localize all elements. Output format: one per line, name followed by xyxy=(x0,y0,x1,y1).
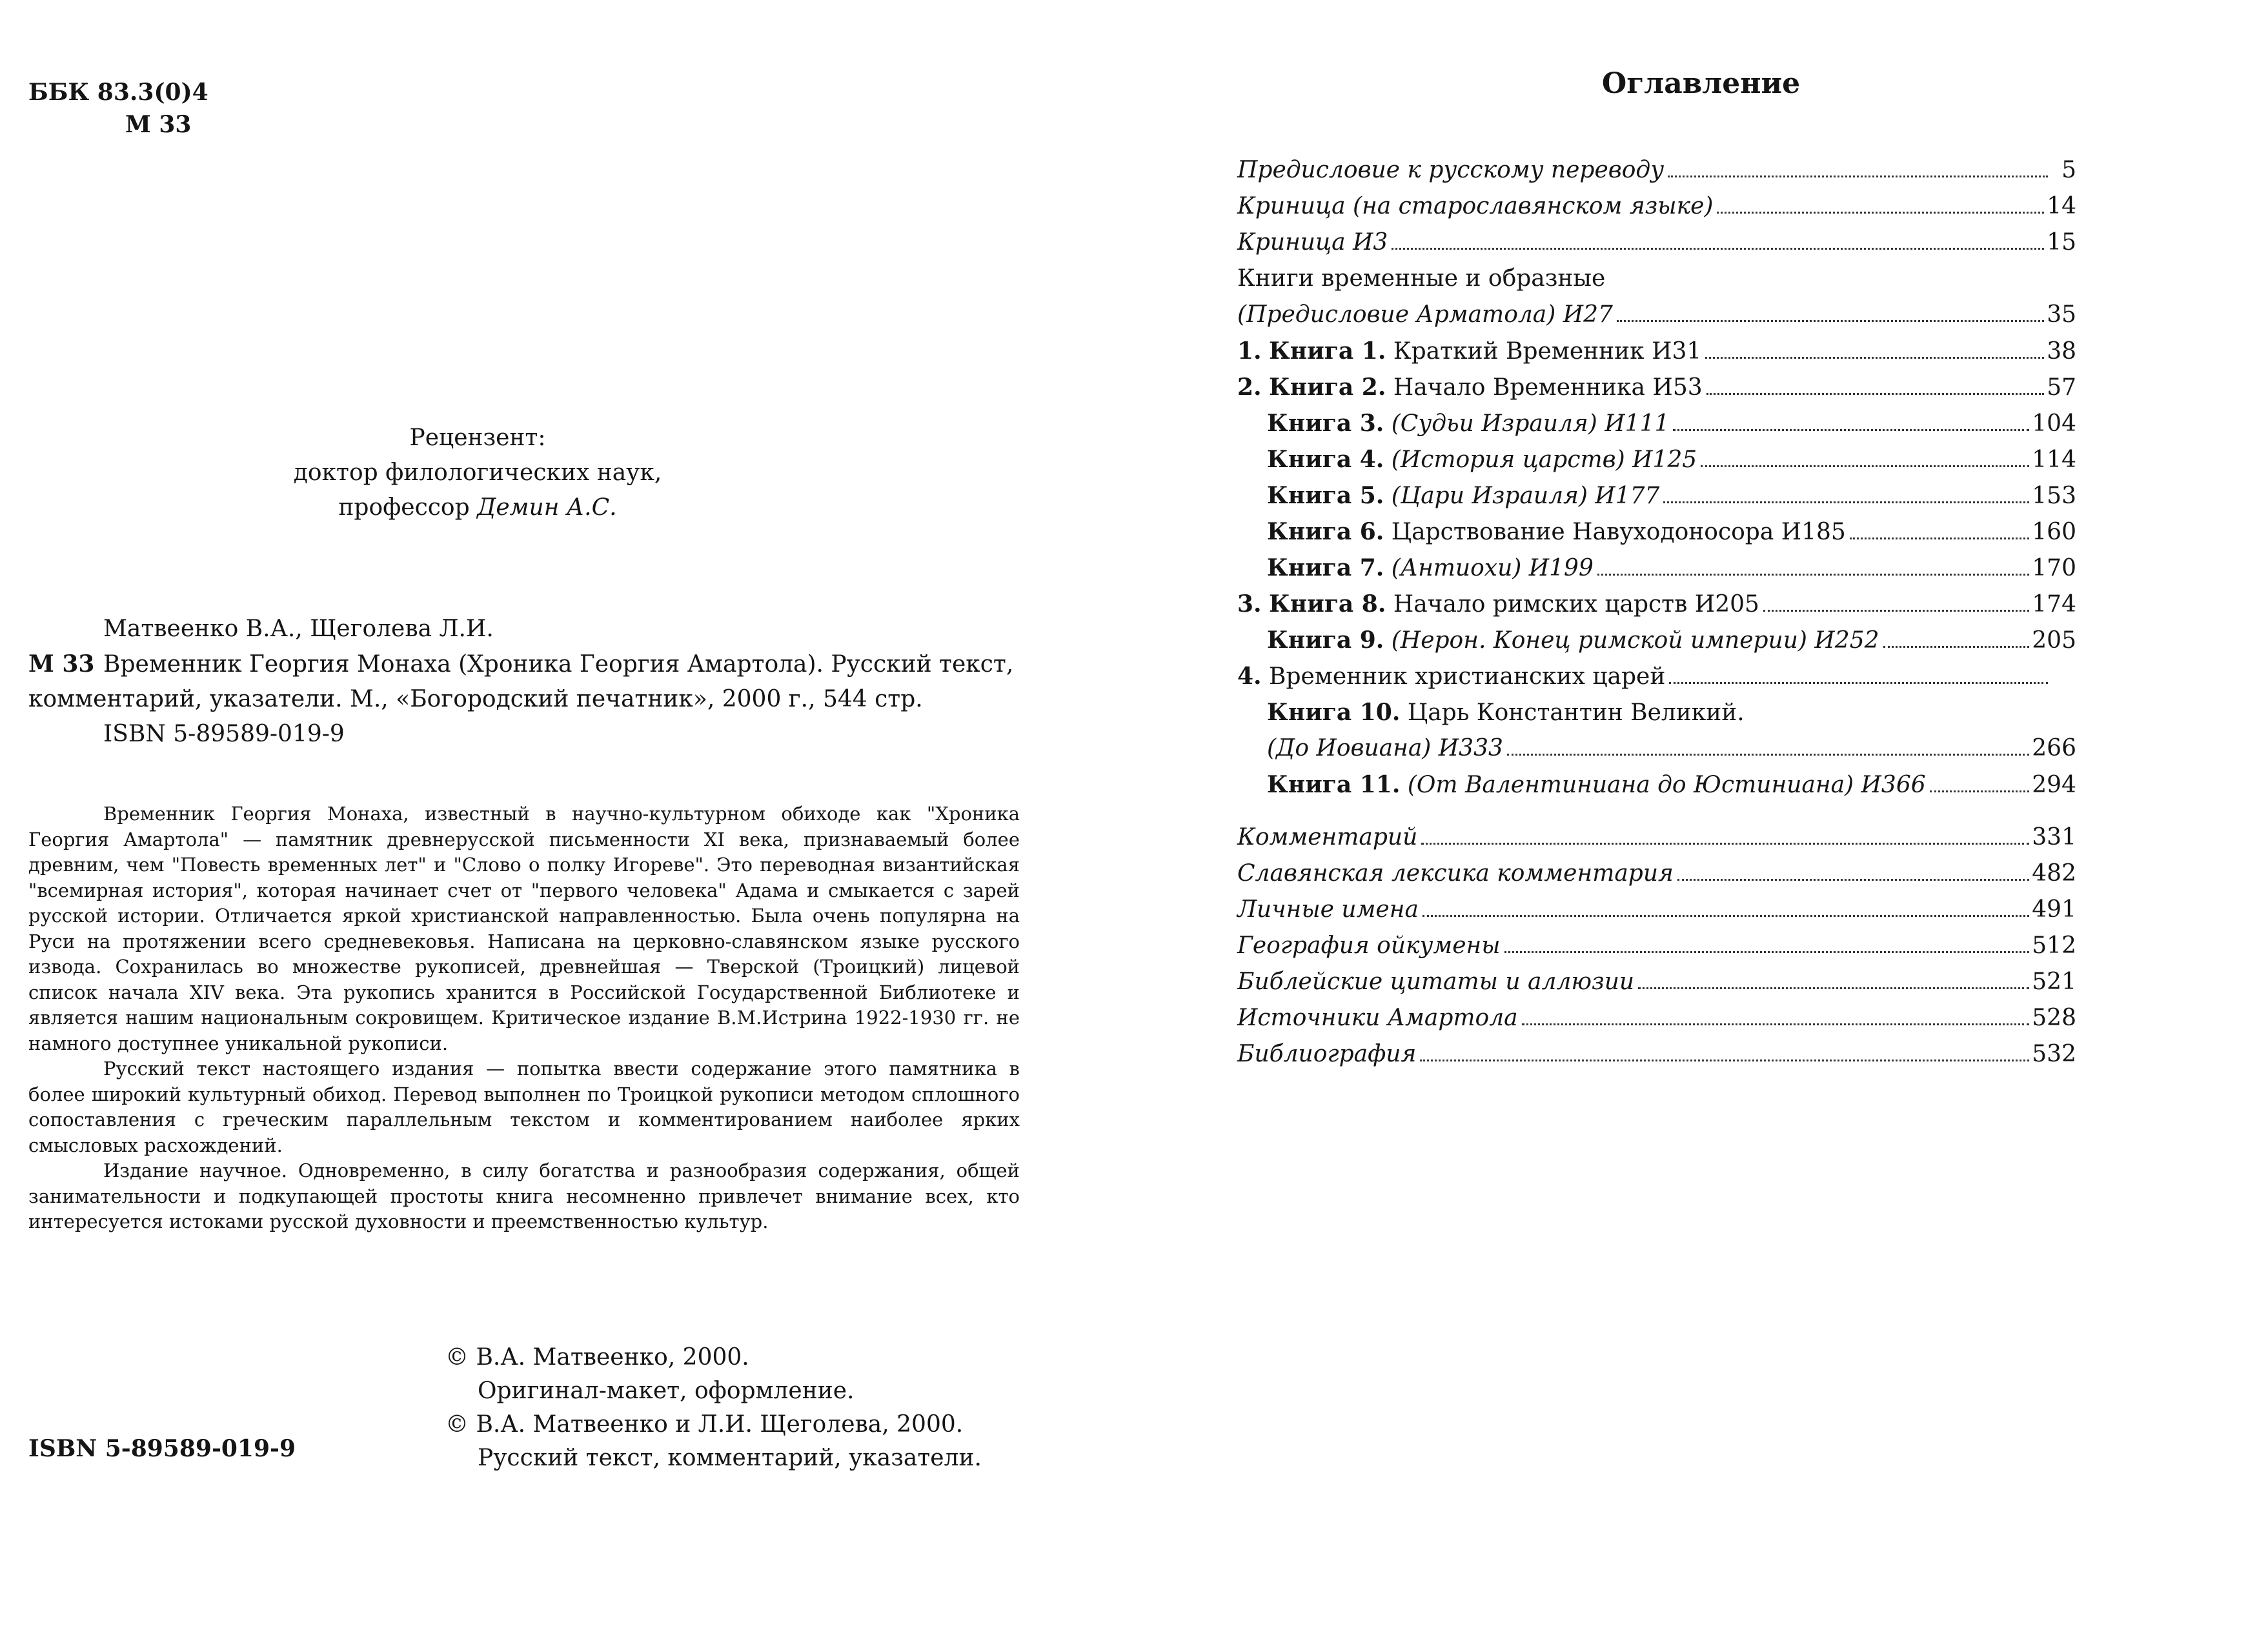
leader-dots xyxy=(1763,610,2029,612)
bib-line2: комментарий, указатели. М., «Богородский печатник», 2000 г., 544 стр. xyxy=(28,686,923,712)
toc-label: Царь Константин Великий. xyxy=(1407,699,1745,726)
toc-entry[interactable] xyxy=(1237,225,2076,261)
toc-entry[interactable] xyxy=(1237,188,2076,225)
toc-page: 528 xyxy=(2032,1005,2076,1031)
toc-page: 57 xyxy=(2047,374,2076,401)
toc-page: 512 xyxy=(2032,932,2076,959)
leader-dots xyxy=(1930,790,2030,792)
leader-dots xyxy=(1677,879,2029,881)
toc-entry[interactable] xyxy=(1237,767,2076,803)
toc-entry[interactable] xyxy=(1237,622,2076,658)
toc-num: 4. xyxy=(1237,663,1262,690)
toc-page: 294 xyxy=(2032,772,2076,798)
toc-book: Книга 10. xyxy=(1267,699,1401,726)
toc-page: 174 xyxy=(2032,591,2076,618)
toc-page: 114 xyxy=(2032,447,2076,473)
annotation xyxy=(28,801,1020,1235)
reviewer-heading: Рецензент: xyxy=(409,425,546,451)
toc-entry[interactable] xyxy=(1237,694,2076,730)
toc-label: Временник христианских царей xyxy=(1269,663,1666,690)
toc-entry[interactable] xyxy=(1237,514,2076,550)
toc-num: 1. xyxy=(1237,337,1262,365)
table-of-contents xyxy=(1237,152,2076,1072)
bib-authors: Матвеенко В.А., Щеголева Л.И. xyxy=(103,616,494,642)
toc-title: Оглавление xyxy=(1601,67,1801,100)
toc-entry[interactable] xyxy=(1237,658,2076,694)
toc-label: (Предисловие Арматола) И27 xyxy=(1237,301,1613,328)
toc-entry[interactable] xyxy=(1237,1000,2076,1036)
toc-entry[interactable] xyxy=(1237,152,2076,188)
leader-dots xyxy=(1522,1023,2030,1025)
toc-entry[interactable] xyxy=(1237,369,2076,405)
toc-page: 104 xyxy=(2032,410,2076,437)
reviewer-degree: доктор филологических наук, xyxy=(293,459,662,486)
leader-dots xyxy=(1668,176,2048,177)
toc-label: География ойкумены xyxy=(1237,932,1501,959)
leader-dots xyxy=(1421,843,2029,845)
toc-entry[interactable] xyxy=(1237,730,2076,767)
copyright-line4: Русский текст, комментарий, указатели. xyxy=(478,1445,982,1471)
toc-page: 482 xyxy=(2032,860,2076,887)
toc-label: (От Валентиниана до Юстиниана) И366 xyxy=(1407,772,1926,798)
leader-dots xyxy=(1638,987,2029,989)
author-mark: М 33 xyxy=(125,111,192,138)
toc-label: (Цари Израиля) И177 xyxy=(1391,483,1660,509)
toc-entry[interactable] xyxy=(1237,856,2076,892)
toc-book: Книга 4. xyxy=(1267,446,1384,473)
bib-isbn: ISBN 5-89589-019-9 xyxy=(103,721,345,747)
toc-entry[interactable] xyxy=(1237,550,2076,586)
toc-page: 266 xyxy=(2032,735,2076,761)
toc-label: Книги временные и образные xyxy=(1237,265,1606,292)
toc-num: 3. xyxy=(1237,590,1262,618)
copyright-line1: © В.А. Матвеенко, 2000. xyxy=(445,1344,749,1371)
copyright-line2: Оригинал-макет, оформление. xyxy=(478,1378,855,1404)
toc-page: 153 xyxy=(2032,483,2076,509)
toc-book: Книга 7. xyxy=(1267,554,1384,581)
toc-page: 35 xyxy=(2047,301,2076,328)
toc-label: Источники Амартола xyxy=(1237,1005,1518,1031)
toc-entry[interactable] xyxy=(1237,333,2076,369)
toc-label: (Антиохи) И199 xyxy=(1391,555,1594,581)
toc-page: 205 xyxy=(2032,627,2076,654)
bib-title-line xyxy=(28,647,1035,682)
leader-dots xyxy=(1420,1060,2029,1061)
toc-book: Книга 1. xyxy=(1269,337,1386,365)
leader-dots xyxy=(1701,465,2029,467)
toc-label: Царствование Навуходоносора И185 xyxy=(1391,519,1846,545)
toc-label: (Судьи Израиля) И111 xyxy=(1391,410,1670,437)
leader-dots xyxy=(1423,915,2029,917)
toc-book: Книга 9. xyxy=(1267,627,1384,654)
toc-label: Краткий Временник И31 xyxy=(1393,338,1702,365)
toc-entry[interactable] xyxy=(1237,892,2076,928)
toc-page: 15 xyxy=(2047,229,2076,256)
reviewer-title: профессор xyxy=(338,494,470,521)
toc-entry[interactable] xyxy=(1237,586,2076,622)
toc-label: (До Иовиана) И333 xyxy=(1267,735,1503,761)
toc-page: 521 xyxy=(2032,969,2076,995)
toc-page: 160 xyxy=(2032,519,2076,545)
toc-entry[interactable] xyxy=(1237,297,2076,333)
leader-dots xyxy=(1706,393,2045,395)
toc-label: Предисловие к русскому переводу xyxy=(1237,157,1665,183)
toc-page: 491 xyxy=(2032,896,2076,923)
reviewer-title-line xyxy=(219,490,736,525)
leader-dots xyxy=(1663,501,2029,503)
leader-dots xyxy=(1507,754,2029,756)
toc-entry[interactable] xyxy=(1237,1036,2076,1072)
bib-mark: М 33 xyxy=(28,650,95,678)
bib-line1: Временник Георгия Монаха (Хроника Георгия Амартола). Русский текст, xyxy=(103,651,1014,678)
toc-label: Криница И3 xyxy=(1237,229,1388,256)
toc-label: Начало Временника И53 xyxy=(1393,374,1703,401)
toc-book: Книга 5. xyxy=(1267,482,1384,509)
annotation-paragraph-1: Временник Георгия Монаха, известный в научно-культурном обиходе как "Хроника Георгия Амартола" — памятник древнерусской письменности XI века, признаваемый более древним, чем "Повесть временных лет" и "Слово о полку Игореве". Это переводная византийская "всемирная история", которая начинает счет от "первого человека" Адама и смыкается с зарей русской истории. Отличается яркой христианской направленностью. Была очень популярна на Руси на протяжении всего средневековья. Написана на церковно-славянском языке русского извода. Сохранилась во множестве рукописей, древнейшая — Тверской (Троицкий) лицевой список начала XIV века. Эта рукопись хранится в Российской Государственной Библиотеке и является нашим национальным сокровищем. Критическое издание В.М.Истрина 1922-1930 гг. не намного доступнее уникальной рукописи. xyxy=(28,803,1020,1054)
toc-entry[interactable] xyxy=(1237,405,2076,441)
toc-label: Комментарий xyxy=(1237,824,1418,850)
right-page xyxy=(1134,0,2268,1648)
leader-dots xyxy=(1597,574,2029,576)
toc-book: Книга 8. xyxy=(1269,590,1386,618)
toc-page: 532 xyxy=(2032,1041,2076,1067)
copyright-line3: © В.А. Матвеенко и Л.И. Щеголева, 2000. xyxy=(445,1411,964,1438)
toc-entry[interactable] xyxy=(1237,819,2076,856)
toc-book: Книга 3. xyxy=(1267,410,1384,437)
toc-page: 170 xyxy=(2032,555,2076,581)
leader-dots xyxy=(1850,538,2029,539)
toc-label: Криница (на старославянском языке) xyxy=(1237,193,1714,219)
toc-label: Библиография xyxy=(1237,1041,1417,1067)
leader-dots xyxy=(1504,951,2030,953)
toc-page: 5 xyxy=(2061,157,2076,183)
bbk-classification xyxy=(28,76,208,141)
toc-label: Личные имена xyxy=(1237,896,1419,923)
toc-entry[interactable] xyxy=(1237,441,2076,477)
copyright-block xyxy=(445,1341,1065,1475)
toc-label: (История царств) И125 xyxy=(1391,447,1697,473)
toc-page: 38 xyxy=(2047,338,2076,365)
bbk-code: ББК 83.3(0)4 xyxy=(28,79,208,106)
leader-dots xyxy=(1883,646,2030,648)
toc-entry-line1 xyxy=(1237,261,2076,297)
annotation-paragraph-2: Русский текст настоящего издания — попытка ввести содержание этого памятника в более широкий культурный обиход. Перевод выполнен по Троицкой рукописи методом сплошного сопоставления с греческим параллельным текстом и комментированием наиболее ярких смысловых расхождений. xyxy=(28,1058,1020,1156)
toc-entry[interactable] xyxy=(1237,964,2076,1000)
toc-book: Книга 2. xyxy=(1269,374,1386,401)
reviewer-name: Демин А.С. xyxy=(477,494,617,521)
toc-book: Книга 6. xyxy=(1267,518,1384,545)
bibliographic-record xyxy=(28,612,1035,752)
leader-dots xyxy=(1717,212,2044,214)
toc-num: 2. xyxy=(1237,374,1262,401)
toc-book: Книга 11. xyxy=(1267,771,1401,798)
toc-gap xyxy=(1237,803,2076,819)
toc-page: 14 xyxy=(2047,193,2076,219)
leader-dots xyxy=(1705,357,2044,359)
toc-label: Славянская лексика комментария xyxy=(1237,860,1674,887)
leader-dots xyxy=(1669,682,2048,684)
leader-dots xyxy=(1617,320,2044,322)
toc-page: 331 xyxy=(2032,824,2076,850)
isbn-bottom: ISBN 5-89589-019-9 xyxy=(28,1435,296,1462)
toc-entry[interactable] xyxy=(1237,477,2076,514)
leader-dots xyxy=(1673,429,2029,431)
leader-dots xyxy=(1392,248,2044,250)
annotation-paragraph-3: Издание научное. Одновременно, в силу богатства и разнообразия содержания, общей занимательности и подкупающей простоты книга несомненно привлечет внимание всех, кто интересуется истоками русской духовности и преемственностью культур. xyxy=(28,1160,1020,1232)
toc-label: (Нерон. Конец римской империи) И252 xyxy=(1391,627,1879,654)
toc-label: Библейские цитаты и аллюзии xyxy=(1237,969,1635,995)
toc-label: Начало римских царств И205 xyxy=(1393,591,1759,618)
toc-entry[interactable] xyxy=(1237,928,2076,964)
reviewer-block xyxy=(219,421,736,525)
